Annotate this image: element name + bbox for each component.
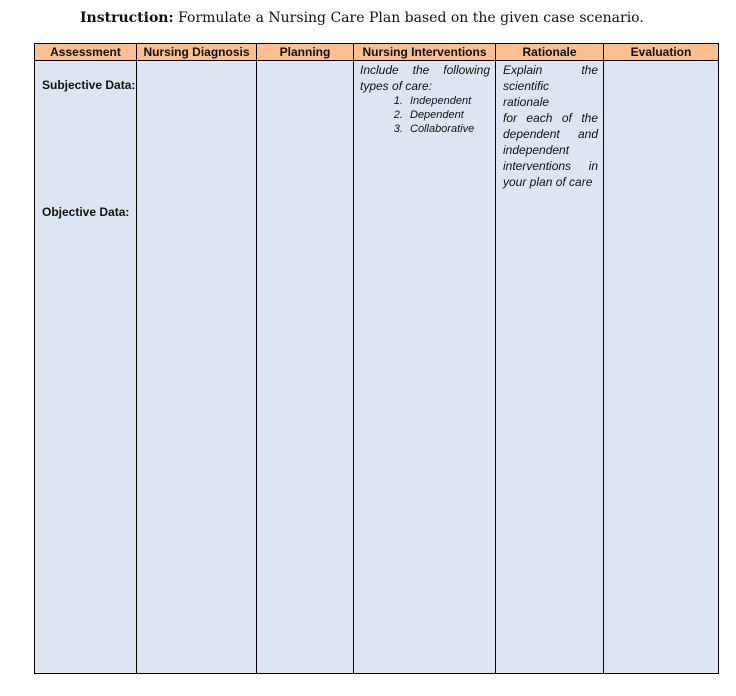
interventions-line-2: types of care:	[360, 79, 433, 93]
rationale-line: dependent and	[503, 127, 598, 141]
rationale-instruction	[496, 61, 603, 190]
rationale-line: Explain the	[503, 63, 598, 77]
care-type-item: 3. Collaborative	[406, 122, 490, 136]
assessment-cell[interactable]	[35, 61, 137, 674]
care-type-item: 1. Independent	[406, 94, 490, 108]
rationale-line: interventions in	[503, 159, 598, 173]
rationale-line: scientific rationale	[503, 79, 550, 109]
header-nursing-interventions: Nursing Interventions	[354, 44, 496, 61]
header-row	[35, 44, 719, 61]
interventions-line-1: Include the following	[360, 63, 490, 77]
rationale-cell[interactable]	[496, 61, 604, 674]
header-planning: Planning	[257, 44, 354, 61]
subjective-data-label: Subjective Data:	[42, 78, 136, 92]
care-type-item: 2. Dependent	[406, 108, 490, 122]
instruction-label: Instruction:	[80, 10, 174, 26]
planning-cell[interactable]	[257, 61, 354, 674]
rationale-line: independent	[503, 143, 570, 157]
nursing-interventions-cell[interactable]	[354, 61, 496, 674]
instruction-text: Formulate a Nursing Care Plan based on the given case scenario.	[173, 10, 644, 26]
nursing-diagnosis-cell[interactable]	[137, 61, 257, 674]
header-assessment: Assessment	[35, 44, 137, 61]
nursing-care-plan-table	[34, 43, 719, 674]
instruction-line	[80, 10, 644, 26]
rationale-line: your plan of care	[503, 175, 593, 189]
body-row	[35, 61, 719, 674]
care-types-list	[360, 94, 490, 136]
objective-data-label: Objective Data:	[42, 205, 130, 219]
header-nursing-diagnosis: Nursing Diagnosis	[137, 44, 257, 61]
rationale-line: for each of the	[503, 111, 598, 125]
header-rationale: Rationale	[496, 44, 604, 61]
header-evaluation: Evaluation	[604, 44, 719, 61]
interventions-instruction	[354, 61, 495, 136]
evaluation-cell[interactable]	[604, 61, 719, 674]
